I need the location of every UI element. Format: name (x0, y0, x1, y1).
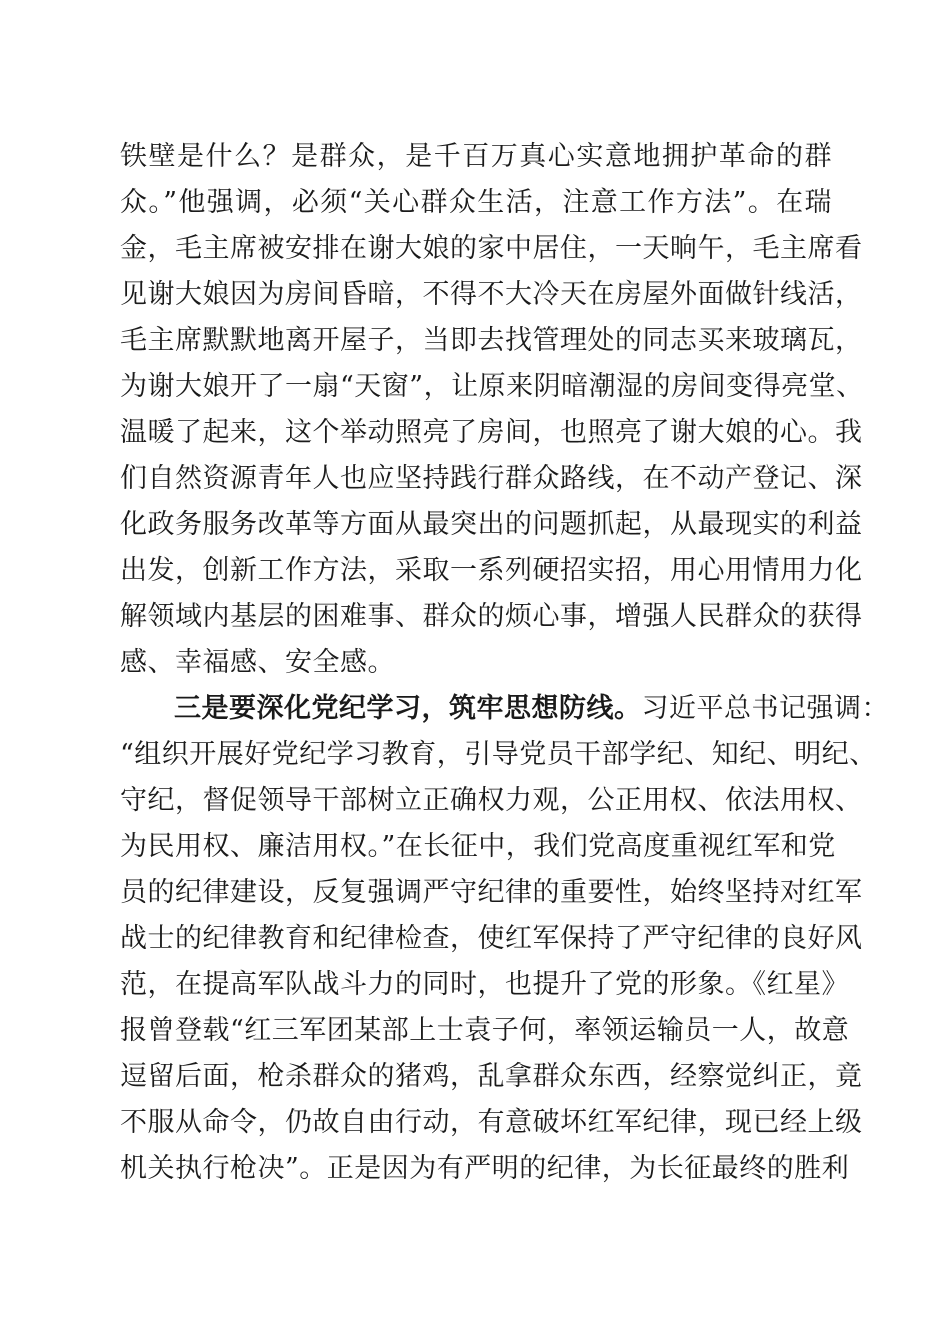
text-line: 战士的纪律教育和纪律检查，使红军保持了严守纪律的良好风 (120, 923, 863, 954)
text-line: 感、幸福感、安全感。 (120, 647, 395, 678)
text-line: 逗留后面，枪杀群众的猪鸡，乱拿群众东西，经察觉纠正，竟 (120, 1061, 863, 1092)
text-line: 化政务服务改革等方面从最突出的问题抓起，从最现实的利益 (120, 509, 863, 540)
text-line: 众。”他强调，必须“关心群众生活，注意工作方法”。在瑞 (120, 187, 832, 218)
text-line: 不服从命令，仍故自由行动，有意破坏红军纪律，现已经上级 (120, 1107, 863, 1138)
text-line: 铁壁是什么？是群众，是千百万真心实意地拥护革命的群 (120, 141, 832, 172)
text-line: 金，毛主席被安排在谢大娘的家中居住，一天晌午，毛主席看 (120, 233, 863, 264)
text-line: 们自然资源青年人也应坚持践行群众路线，在不动产登记、深 (120, 463, 863, 494)
document-body (120, 134, 889, 1192)
text-line: 为谢大娘开了一扇“天窗”，让原来阴暗潮湿的房间变得亮堂、 (120, 371, 864, 402)
text-line: 员的纪律建设，反复强调严守纪律的重要性，始终坚持对红军 (120, 877, 863, 908)
text-line: 出发，创新工作方法，采取一系列硬招实招，用心用情用力化 (120, 555, 863, 586)
text-line: 报曾登载“红三军团某部上士袁子何，率领运输员一人，故意 (120, 1015, 850, 1046)
heading-continuation: 习近平总书记强调： (641, 693, 889, 724)
text-line: 范，在提高军队战斗力的同时，也提升了党的形象。《红星》 (120, 969, 849, 1000)
text-line: 毛主席默默地离开屋子，当即去找管理处的同志买来玻璃瓦， (120, 325, 863, 356)
text-line: “组织开展好党纪学习教育，引导党员干部学纪、知纪、明纪、 (120, 739, 877, 770)
text-line: 温暖了起来，这个举动照亮了房间，也照亮了谢大娘的心。我 (120, 417, 863, 448)
text-line: 为民用权、廉洁用权。”在长征中，我们党高度重视红军和党 (120, 831, 836, 862)
paragraph-first-line (120, 686, 889, 732)
text-line: 见谢大娘因为房间昏暗，不得不大冷天在房屋外面做针线活， (120, 279, 863, 310)
text-line: 解领域内基层的困难事、群众的烦心事，增强人民群众的获得 (120, 601, 863, 632)
text-line: 守纪，督促领导干部树立正确权力观，公正用权、依法用权、 (120, 785, 863, 816)
section-heading: 三是要深化党纪学习，筑牢思想防线。 (174, 693, 642, 724)
text-line: 机关执行枪决”。正是因为有严明的纪律，为长征最终的胜利 (120, 1153, 850, 1184)
